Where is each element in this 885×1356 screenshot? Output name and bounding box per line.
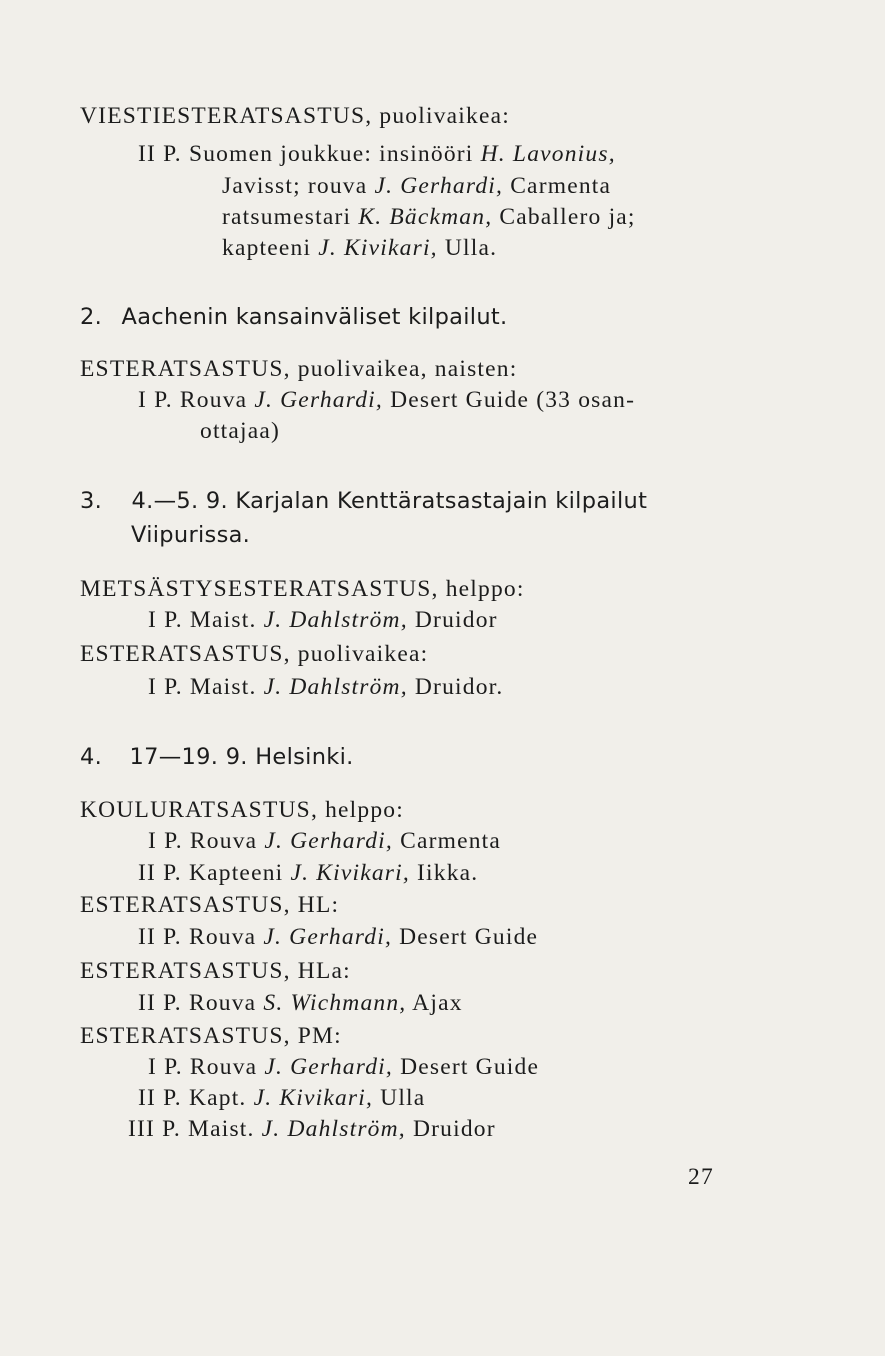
- section3-heading2: ESTERATSASTUS, puolivaikea:: [80, 641, 429, 667]
- person-name: J. Dahlström,: [263, 674, 408, 700]
- title: Rouva: [189, 1054, 258, 1080]
- section1-line4: [222, 237, 497, 261]
- rank: I P.: [138, 387, 173, 413]
- section4-result3: [138, 926, 538, 950]
- horse-name: Druidor: [414, 607, 498, 633]
- section4-result4: [138, 992, 463, 1016]
- person-name: J. Kivikari,: [290, 860, 410, 886]
- rank: I P.: [148, 828, 183, 854]
- title: Kapt.: [188, 1085, 247, 1111]
- horse-name: Carmenta: [400, 828, 502, 854]
- section3-title-line1: [80, 490, 647, 513]
- section1-heading: VIESTIESTERATSASTUS, puolivaikea:: [80, 103, 510, 129]
- person-name: J. Gerhardi,: [374, 173, 504, 199]
- rank: II P.: [138, 990, 182, 1016]
- person-name: S. Wichmann,: [263, 990, 407, 1016]
- section4-heading2: ESTERATSASTUS, HL:: [80, 892, 340, 918]
- section4-result2: [138, 862, 478, 886]
- section3-result1: [148, 609, 498, 633]
- person-name: J. Dahlström,: [261, 1116, 406, 1142]
- horse-name: Druidor.: [414, 674, 504, 700]
- section3-title-line2: Viipurissa.: [131, 522, 251, 548]
- section1-line1: [138, 143, 616, 167]
- text: Rouva: [179, 387, 248, 413]
- section1-line2: [222, 175, 611, 199]
- horse-name: Ulla: [380, 1085, 426, 1111]
- page-number: 27: [688, 1164, 714, 1190]
- horse-name: Caballero ja;: [499, 204, 636, 230]
- horse-name: Iikka.: [417, 860, 479, 886]
- text: ratsumestari: [222, 204, 352, 230]
- person-name: J. Gerhardi,: [263, 924, 393, 950]
- person-name: J. Kivikari,: [253, 1085, 374, 1111]
- section1-line3: [222, 206, 636, 230]
- title: Maist.: [189, 607, 257, 633]
- section-number: 3.: [80, 488, 103, 514]
- section4-title: [80, 746, 354, 769]
- section4-result1: [148, 830, 501, 854]
- rank: I P.: [148, 607, 183, 633]
- person-name: J. Dahlström,: [263, 607, 408, 633]
- horse-name: Carmenta: [510, 173, 612, 199]
- rank: II P.: [138, 1085, 182, 1111]
- section-title: Aachenin kansainväliset kilpailut.: [121, 304, 508, 330]
- text: kapteeni: [222, 235, 312, 261]
- horse-name: Desert Guide (33 osan-: [390, 387, 636, 413]
- section-title: 17—19. 9. Helsinki.: [129, 744, 354, 770]
- horse-name: Ulla.: [444, 235, 498, 261]
- section3-heading1: METSÄSTYSESTERATSASTUS, helppo:: [80, 576, 525, 602]
- person-name: H. Lavonius,: [480, 141, 616, 167]
- section2-heading: ESTERATSASTUS, puolivaikea, naisten:: [80, 356, 518, 382]
- section2-line2: ottajaa): [200, 418, 281, 444]
- person-name: J. Kivikari,: [318, 235, 438, 261]
- title: Rouva: [189, 828, 258, 854]
- section-title: 4.—5. 9. Karjalan Kenttäratsastajain kilpailut: [131, 488, 648, 514]
- rank: II P.: [138, 860, 182, 886]
- section4-heading1: KOULURATSASTUS, helppo:: [80, 797, 404, 823]
- horse-name: Desert Guide: [399, 924, 539, 950]
- text: Javisst; rouva: [222, 173, 368, 199]
- person-name: J. Gerhardi,: [264, 828, 393, 854]
- section4-heading3: ESTERATSASTUS, HLa:: [80, 958, 351, 984]
- section4-result7: [128, 1118, 496, 1142]
- section-number: 2.: [80, 304, 103, 330]
- section4-heading4: ESTERATSASTUS, PM:: [80, 1023, 342, 1049]
- title: Maist.: [187, 1116, 255, 1142]
- horse-name: Ajax: [412, 990, 463, 1016]
- person-name: K. Bäckman,: [358, 204, 493, 230]
- section3-result2: [148, 676, 503, 700]
- person-name: J. Gerhardi,: [254, 387, 383, 413]
- section2-title: [80, 306, 508, 329]
- text: Suomen joukkue: insinööri: [188, 141, 474, 167]
- section4-result5: [148, 1056, 539, 1080]
- section4-result6: [138, 1087, 425, 1111]
- title: Kapteeni: [188, 860, 284, 886]
- rank: III P.: [128, 1116, 181, 1142]
- rank: II P.: [138, 141, 182, 167]
- horse-name: Druidor: [412, 1116, 496, 1142]
- rank: I P.: [148, 1054, 183, 1080]
- title: Rouva: [188, 990, 257, 1016]
- horse-name: Desert Guide: [400, 1054, 540, 1080]
- title: Rouva: [188, 924, 257, 950]
- rank: II P.: [138, 924, 182, 950]
- person-name: J. Gerhardi,: [264, 1054, 393, 1080]
- section2-line1: [138, 389, 635, 413]
- rank: I P.: [148, 674, 183, 700]
- section-number: 4.: [80, 744, 103, 770]
- title: Maist.: [189, 674, 257, 700]
